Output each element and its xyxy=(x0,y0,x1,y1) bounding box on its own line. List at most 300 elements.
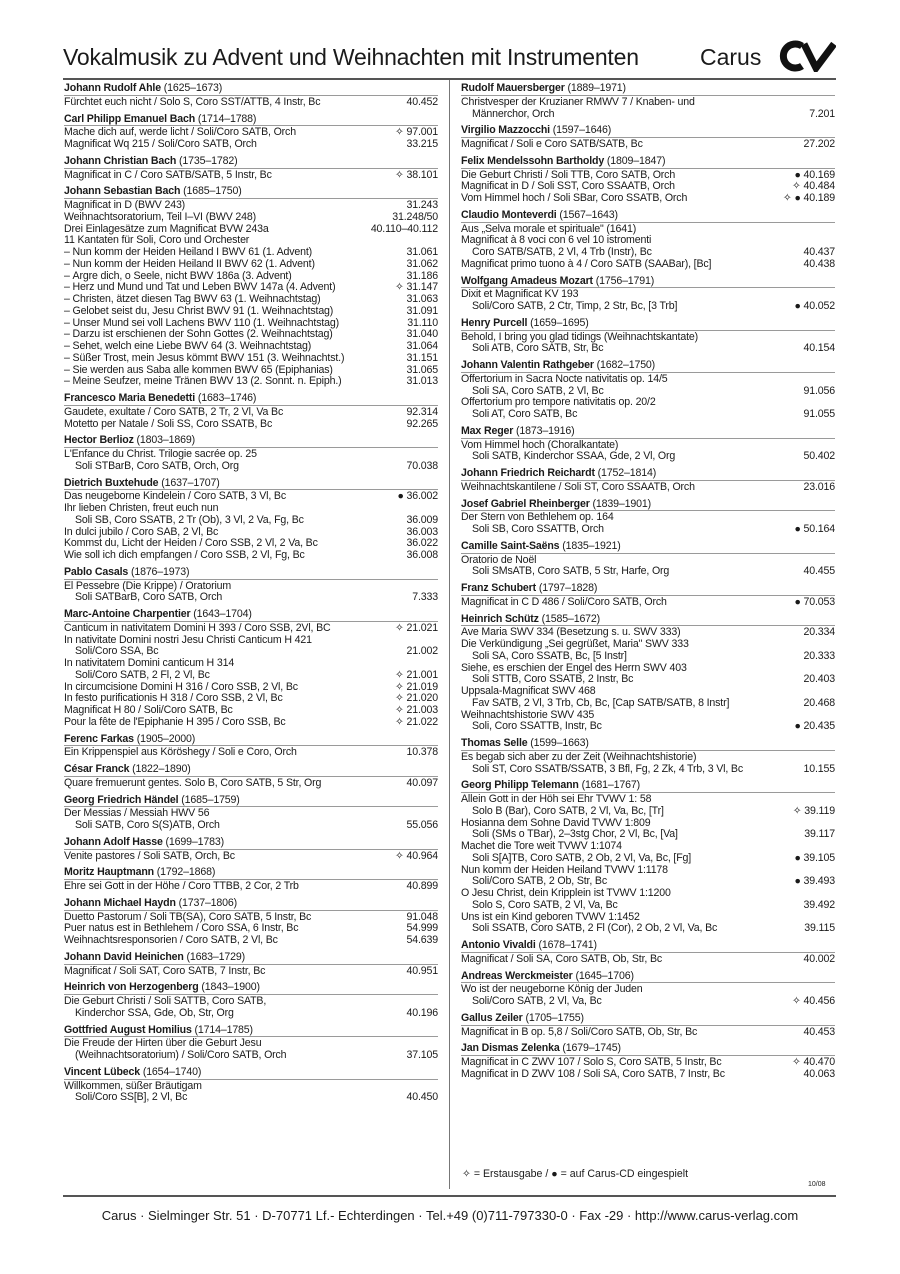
work-row xyxy=(64,851,438,863)
work-row xyxy=(64,212,438,224)
work-title: Weihnachtsresponsorien / Coro SATB, 2 Vl, Bc xyxy=(64,935,278,946)
work-row xyxy=(64,747,438,759)
composer-dates: (1843–1900) xyxy=(201,981,260,994)
catalog-number: 91.055 xyxy=(803,408,835,420)
work-row xyxy=(461,397,835,409)
composer-dates: (1682–1750) xyxy=(596,359,656,371)
composer-dates: (1809–1847) xyxy=(606,154,666,167)
catalog-number xyxy=(434,449,438,461)
composer-dates: (1889–1971) xyxy=(567,82,626,94)
work-row xyxy=(64,170,438,182)
catalog-number: 31.186 xyxy=(406,269,438,282)
work-title: Allein Gott in der Höh sei Ehr TVWV 1: 58 xyxy=(461,794,652,805)
composer-name: Gallus Zeiler xyxy=(461,1011,523,1024)
work-row xyxy=(64,808,438,820)
work-title: Offertorium pro tempore nativitatis op. 20/2 xyxy=(461,397,656,409)
work-row xyxy=(461,1027,835,1039)
work-row xyxy=(64,318,438,330)
catalog-number: 92.265 xyxy=(406,417,438,430)
work-row xyxy=(461,900,835,912)
work-row xyxy=(461,996,835,1008)
composer-dates: (1876–1973) xyxy=(130,565,190,578)
composer-name: Johann Sebastian Bach xyxy=(64,185,181,198)
composer-name: Vincent Lübeck xyxy=(64,1065,141,1078)
work-row xyxy=(64,235,438,247)
work-row xyxy=(64,449,438,461)
work-title: Kommst du, Licht der Heiden / Coro SSB, 2 Vl, 2 Va, Bc xyxy=(64,538,318,550)
work-title: Der Stern von Bethlehem op. 164 xyxy=(461,512,614,524)
work-title: – Unser Mund sei voll Lachens BWV 110 (1. Weihnachtstag) xyxy=(64,317,340,329)
work-row xyxy=(64,247,438,259)
work-row xyxy=(64,306,438,318)
carus-logo-icon xyxy=(778,40,836,72)
work-title: – Nun komm der Heiden Heiland I BWV 61 (1. Advent) xyxy=(64,247,313,258)
work-row xyxy=(461,566,835,578)
legend: ✧ = Erstausgabe / ● = auf Carus-CD eingespielt xyxy=(462,1168,689,1180)
work-row xyxy=(64,127,438,139)
catalog-number: 40.452 xyxy=(406,95,438,108)
composer-dates: (1737–1806) xyxy=(178,896,238,909)
composer-name: Marc-Antoine Charpentier xyxy=(64,608,191,620)
catalog-number: 7.333 xyxy=(412,591,438,604)
work-title: O Jesu Christ, dein Kripplein ist TVWV 1:1200 xyxy=(461,888,671,899)
work-row xyxy=(64,461,438,473)
composer-dates: (1683–1729) xyxy=(186,950,245,963)
work-row xyxy=(461,876,835,888)
work-title: Wie soll ich dich empfangen / Coro SSB, 2 Vl, Fg, Bc xyxy=(64,550,305,561)
work-title: Christvesper der Kruzianer RMWV 7 / Knaben- und xyxy=(461,96,695,108)
work-title: In nativitatem Domini canticum H 314 xyxy=(64,658,235,669)
work-row xyxy=(64,538,438,550)
work-title: Drei Einlagesätze zum Magnificat BVW 243a xyxy=(64,223,269,235)
composer-name: Virgilio Mazzocchi xyxy=(461,124,550,137)
work-row xyxy=(461,923,835,935)
work-title: Aus „Selva morale et spirituale" (1641) xyxy=(461,223,637,235)
catalog-number: ● 40.169 xyxy=(794,168,835,181)
composer-name: Heinrich von Herzogenberg xyxy=(64,981,199,994)
work-row xyxy=(64,705,438,717)
work-row xyxy=(461,555,835,567)
catalog-number: 70.038 xyxy=(406,459,438,472)
work-row xyxy=(461,224,835,236)
work-row xyxy=(461,627,835,639)
work-title: Soli SATB, Kinderchor SSAA, Gde, 2 Vl, Org xyxy=(472,451,676,463)
catalog-number: 40.450 xyxy=(406,1091,438,1104)
work-row xyxy=(64,419,438,431)
work-row xyxy=(461,374,835,386)
catalog-number: 40.899 xyxy=(406,880,438,892)
work-title: Die Verkündigung „Sei gegrüßet, Maria" SWV 333 xyxy=(461,639,689,650)
work-row xyxy=(64,97,438,109)
catalog-number: ● 70.053 xyxy=(794,595,835,608)
work-title: Soli/Coro SATB, 2 Fl, 2 Vl, Bc xyxy=(75,669,210,681)
work-row xyxy=(461,451,835,463)
work-row xyxy=(64,139,438,151)
work-row xyxy=(461,1069,835,1081)
page-title: Vokalmusik zu Advent und Weihnachten mit Instrumenten xyxy=(63,44,639,70)
work-row xyxy=(461,512,835,524)
catalog-number: 31.061 xyxy=(406,246,438,258)
catalog-number: 21.002 xyxy=(406,645,438,658)
work-row xyxy=(461,888,835,900)
work-row xyxy=(64,923,438,935)
work-title: Coro SATB/SATB, 2 Vl, 4 Trb (Instr), Bc xyxy=(472,247,652,258)
work-title: Magnificat à 8 voci con 6 vel 10 istromenti xyxy=(461,235,652,247)
catalog-number: 39.115 xyxy=(804,922,835,935)
composer-name: Georg Philipp Telemann xyxy=(461,779,579,792)
column-divider xyxy=(449,80,450,1189)
work-row xyxy=(461,806,835,818)
work-row xyxy=(64,912,438,924)
catalog-number: ● 39.105 xyxy=(794,851,835,864)
work-row xyxy=(64,527,438,539)
work-title: Soli S[A]TB, Coro SATB, 2 Ob, 2 Vl, Va, Bc, [Fg] xyxy=(472,852,692,864)
composer-name: Thomas Selle xyxy=(461,737,528,749)
composer-name: Jan Dismas Zelenka xyxy=(461,1042,560,1055)
catalog-number xyxy=(831,639,835,651)
composer-dates: (1637–1707) xyxy=(161,476,220,489)
work-row xyxy=(64,503,438,515)
work-row xyxy=(64,200,438,212)
composer-heading xyxy=(64,794,438,808)
work-title: – Herz und Mund und Tat und Leben BWV 147a (4. Advent) xyxy=(64,282,336,294)
work-row xyxy=(461,663,835,675)
work-title: Magnificat in C ZWV 107 / Solo S, Coro SATB, 5 Instr, Bc xyxy=(461,1057,722,1068)
composer-heading xyxy=(461,317,835,331)
work-row xyxy=(461,97,835,109)
catalog-number: 36.003 xyxy=(406,525,438,538)
work-row xyxy=(64,294,438,306)
edition-stamp: 10/08 xyxy=(808,1181,826,1188)
composer-dates: (1599–1663) xyxy=(530,737,589,749)
composer-heading xyxy=(64,185,438,199)
work-title: Soli STTB, Coro SSATB, 2 Instr, Bc xyxy=(472,674,634,686)
work-title: Soli/Coro SSA, Bc xyxy=(75,646,159,658)
work-row xyxy=(461,651,835,663)
catalog-number: 40.097 xyxy=(406,776,438,789)
work-row xyxy=(64,1008,438,1020)
composer-dates: (1597–1646) xyxy=(552,124,612,137)
work-title: Soli ATB, Coro SATB, Str, Bc xyxy=(472,343,604,355)
composer-dates: (1714–1788) xyxy=(197,112,257,125)
composer-dates: (1705–1755) xyxy=(525,1011,584,1024)
catalog-number xyxy=(831,686,835,698)
composer-dates: (1643–1704) xyxy=(193,608,252,620)
composer-dates: (1752–1814) xyxy=(597,467,657,479)
work-title: Soli/Coro SS[B], 2 Vl, Bc xyxy=(75,1092,188,1104)
work-row xyxy=(461,752,835,764)
work-title: Soli/Coro SATB, 2 Vl, Va, Bc xyxy=(472,996,602,1007)
work-row xyxy=(461,912,835,924)
work-row xyxy=(461,686,835,698)
catalog-number: 33.215 xyxy=(406,138,438,150)
catalog-number: 31.065 xyxy=(406,363,438,376)
catalog-number: 91.048 xyxy=(406,910,438,923)
catalog-number: 36.008 xyxy=(406,549,438,561)
composer-heading xyxy=(461,275,835,289)
catalog-number: 7.201 xyxy=(809,107,835,120)
work-title: Gaudete, exultate / Coro SATB, 2 Tr, 2 Vl, Va Bc xyxy=(64,406,284,418)
catalog-number: ● 40.052 xyxy=(794,300,835,312)
catalog-number: ✧ 21.001 xyxy=(394,668,438,681)
composer-dates: (1835–1921) xyxy=(562,539,621,552)
catalog-number: ✧ 21.021 xyxy=(394,621,438,634)
work-title: Soli SB, Coro SSATB, 2 Tr (Ob), 3 Vl, 2 Va, Fg, Bc xyxy=(75,514,304,526)
work-row xyxy=(461,332,835,344)
composer-dates: (1585–1672) xyxy=(541,612,601,625)
catalog-number: ● 36.002 xyxy=(397,490,438,503)
composer-dates: (1685–1750) xyxy=(183,185,242,198)
work-title: Willkommen, süßer Bräutigam xyxy=(64,1080,202,1092)
catalog-number: 31.243 xyxy=(406,199,438,211)
composer-heading xyxy=(64,392,438,406)
work-title: Dixit et Magnificat KV 193 xyxy=(461,289,579,301)
work-row xyxy=(461,674,835,686)
work-title: In dulci jubilo / Coro SAB, 2 Vl, Bc xyxy=(64,526,219,538)
work-row xyxy=(461,1057,835,1069)
composer-heading xyxy=(64,733,438,747)
catalog-number: 31.091 xyxy=(406,304,438,317)
catalog-number: ✧ 21.019 xyxy=(394,680,438,693)
catalog-number: 40.002 xyxy=(803,952,835,965)
work-title: Machet die Tore weit TVWV 1:1074 xyxy=(461,841,622,852)
work-title: Magnificat in D (BWV 243) xyxy=(64,200,186,211)
composer-dates: (1822–1890) xyxy=(132,763,191,775)
work-title: Soli SA, Coro SATB, 2 Vl, Bc xyxy=(472,385,604,397)
work-row xyxy=(461,639,835,651)
catalog-number: 31.151 xyxy=(406,351,438,364)
work-row xyxy=(461,721,835,733)
catalog-number: 92.314 xyxy=(406,405,438,418)
catalog-number: 36.009 xyxy=(406,513,438,526)
work-row xyxy=(64,966,438,978)
composer-dates: (1756–1791) xyxy=(595,274,655,287)
catalog-number xyxy=(831,752,835,764)
composer-name: Gottfried August Homilius xyxy=(64,1023,192,1036)
composer-name: Camille Saint-Saëns xyxy=(461,539,560,552)
catalog-number: 40.453 xyxy=(803,1025,835,1038)
work-row xyxy=(64,407,438,419)
composer-name: Johann Michael Haydn xyxy=(64,896,176,909)
composer-heading xyxy=(64,763,438,777)
work-row xyxy=(461,235,835,247)
catalog-number: 91.056 xyxy=(803,384,835,397)
composer-name: Ferenc Farkas xyxy=(64,732,134,745)
work-title: Hosianna dem Sohne David TVWV 1:809 xyxy=(461,817,651,829)
work-title: In festo purificationis H 318 / Coro SSB, 2 Vl, Bc xyxy=(64,693,283,705)
catalog-number: 31.063 xyxy=(406,293,438,305)
catalog-number: 36.022 xyxy=(406,537,438,550)
work-title: Das neugeborne Kindelein / Coro SATB, 3 Vl, Bc xyxy=(64,491,286,503)
work-title: Soli SSATB, Coro SATB, 2 Fl (Cor), 2 Ob, 2 Vl, Va, Bc xyxy=(472,923,718,935)
catalog-number xyxy=(434,996,438,1008)
work-title: Es begab sich aber zu der Zeit (Weihnachtshistorie) xyxy=(461,751,697,763)
composer-heading xyxy=(461,970,835,984)
work-row xyxy=(461,597,835,609)
work-title: Solo B (Bar), Coro SATB, 2 Vl, Va, Bc, [Tr] xyxy=(472,805,664,817)
work-title: – Süßer Trost, mein Jesus kömmt BWV 151 (3. Weihnachtst.) xyxy=(64,352,345,364)
work-row xyxy=(64,635,438,647)
work-row xyxy=(64,658,438,670)
composer-heading xyxy=(64,836,438,850)
composer-dates: (1699–1783) xyxy=(165,835,224,848)
catalog-number: ✧ 21.003 xyxy=(394,704,438,716)
work-row xyxy=(64,693,438,705)
catalog-number: 10.155 xyxy=(803,762,835,775)
composer-name: Henry Purcell xyxy=(461,316,528,329)
work-title: – Christen, ätzet diesen Tag BWV 63 (1. Weihnachtstag) xyxy=(64,294,321,305)
work-title: In nativitate Domini nostri Jesu Christi Canticum H 421 xyxy=(64,634,312,646)
work-row xyxy=(461,853,835,865)
work-title: Magnificat in D ZWV 108 / Soli SA, Coro SATB, 7 Instr, Bc xyxy=(461,1068,725,1080)
composer-dates: (1679–1745) xyxy=(562,1042,621,1055)
composer-name: Heinrich Schütz xyxy=(461,612,539,625)
catalog-number: 31.013 xyxy=(406,375,438,388)
composer-heading xyxy=(64,434,438,448)
work-row xyxy=(461,193,835,205)
work-row xyxy=(64,329,438,341)
catalog-number: 39.492 xyxy=(803,898,835,911)
work-title: Siehe, es erschien der Engel des Herrn SWV 403 xyxy=(461,662,687,674)
work-title: Solo S, Coro SATB, 2 Vl, Va, Bc xyxy=(472,899,618,911)
work-title: Ehre sei Gott in der Höhe / Coro TTBB, 2 Cor, 2 Trb xyxy=(64,881,299,892)
work-row xyxy=(461,865,835,877)
catalog-number: 40.438 xyxy=(803,257,835,270)
work-title: Magnificat Wq 215 / Soli/Coro SATB, Orch xyxy=(64,139,257,150)
left-column xyxy=(64,82,438,1108)
catalog-number: 37.105 xyxy=(406,1049,438,1061)
composer-name: Hector Berlioz xyxy=(64,434,134,447)
work-title: Vom Himmel hoch (Choralkantate) xyxy=(461,439,619,451)
catalog-number: 10.378 xyxy=(406,746,438,759)
work-row xyxy=(64,717,438,729)
work-title: Ein Krippenspiel aus Köröshegy / Soli e Coro, Orch xyxy=(64,747,297,759)
composer-name: Johann David Heinichen xyxy=(64,950,184,963)
composer-heading xyxy=(461,540,835,554)
work-row xyxy=(64,935,438,947)
work-title: Soli SATBarB, Coro SATB, Orch xyxy=(75,592,223,604)
composer-heading xyxy=(461,425,835,439)
catalog-number: ✧ 40.484 xyxy=(791,180,835,193)
work-row xyxy=(461,386,835,398)
work-row xyxy=(461,259,835,271)
work-title: Pour la fête de l'Épiphanie H 395 / Coro SSB, Bc xyxy=(64,716,286,728)
work-row xyxy=(64,365,438,377)
work-row xyxy=(64,820,438,832)
composer-heading xyxy=(64,113,438,127)
work-title: Soli STBarB, Coro SATB, Orch, Org xyxy=(75,460,239,472)
composer-heading xyxy=(64,608,438,622)
composer-name: Andreas Werckmeister xyxy=(461,969,573,982)
catalog-number: 40.063 xyxy=(803,1067,835,1080)
work-title: Oratorio de Noël xyxy=(461,554,537,566)
composer-dates: (1839–1901) xyxy=(592,497,651,510)
catalog-number: ✧ 21.022 xyxy=(394,715,438,728)
work-row xyxy=(461,482,835,494)
work-row xyxy=(461,109,835,121)
work-title: Ihr lieben Christen, freut euch nun xyxy=(64,503,219,514)
composer-dates: (1714–1785) xyxy=(194,1023,253,1036)
work-row xyxy=(461,440,835,452)
work-row xyxy=(461,181,835,193)
work-title: Magnificat / Soli SAT, Coro SATB, 7 Instr, Bc xyxy=(64,965,266,977)
work-title: In circumcisione Domini H 316 / Coro SSB, 2 Vl, Bc xyxy=(64,681,298,693)
catalog-number xyxy=(831,888,835,900)
work-title: – Darzu ist erschienen der Sohn Gottes (2. Weihnachtstag) xyxy=(64,329,333,341)
work-title: Behold, I bring you glad tidings (Weihnachtskantate) xyxy=(461,331,698,343)
composer-heading xyxy=(461,498,835,512)
composer-heading xyxy=(64,82,438,96)
work-row xyxy=(64,550,438,562)
composer-name: Antonio Vivaldi xyxy=(461,939,536,951)
work-row xyxy=(461,139,835,151)
work-row xyxy=(461,343,835,355)
catalog-number xyxy=(831,841,835,853)
work-title: Soli, Coro SSATTB, Instr, Bc xyxy=(472,721,602,733)
catalog-number xyxy=(434,658,438,670)
composer-name: Pablo Casals xyxy=(64,565,129,578)
work-title: Magnificat / Soli e Coro SATB/SATB, Bc xyxy=(461,139,643,150)
work-title: Die Geburt Christi / Soli TTB, Coro SATB, Orch xyxy=(461,169,676,181)
entry-spacer xyxy=(64,1104,438,1108)
composer-dates: (1659–1695) xyxy=(530,316,589,329)
catalog-number: ✧ 40.470 xyxy=(791,1056,835,1068)
work-row xyxy=(64,670,438,682)
work-row xyxy=(64,592,438,604)
work-title: – Gelobet seist du, Jesu Christ BWV 91 (1. Weihnachtstag) xyxy=(64,305,334,317)
composer-name: Felix Mendelssohn Bartholdy xyxy=(461,154,605,167)
composer-dates: (1873–1916) xyxy=(516,424,575,437)
work-row xyxy=(64,996,438,1008)
work-row xyxy=(461,829,835,841)
work-title: Motetto per Natale / Soli SS, Coro SSATB, Bc xyxy=(64,418,273,430)
work-title: Vom Himmel hoch / Soli SBar, Coro SSATB, Orch xyxy=(461,193,688,204)
work-row xyxy=(461,764,835,776)
catalog-number: 27.202 xyxy=(803,138,835,150)
work-title: Nun komm der Heiden Heiland TVWV 1:1178 xyxy=(461,864,668,876)
work-title: – Sehet, welch eine Liebe BWV 64 (3. Weihnachtstag) xyxy=(64,341,312,352)
work-title: Soli SMsATB, Coro SATB, 5 Str, Harfe, Org xyxy=(472,566,670,578)
work-row xyxy=(64,1038,438,1050)
work-title: 11 Kantaten für Soli, Coro und Orchester xyxy=(64,235,250,247)
work-title: Magnificat / Soli SA, Coro SATB, Ob, Str, Bc xyxy=(461,953,663,965)
work-row xyxy=(64,341,438,353)
catalog-number: 40.455 xyxy=(803,565,835,578)
composer-name: Moritz Hauptmann xyxy=(64,866,154,879)
work-title: Männerchor, Orch xyxy=(472,108,555,120)
catalog-number: 20.468 xyxy=(803,696,835,709)
work-title: Uns ist ein Kind geboren TVWV 1:1452 xyxy=(461,911,640,923)
composer-name: Johann Adolf Hasse xyxy=(64,835,163,848)
catalog-number: 40.110–40.112 xyxy=(370,222,438,235)
work-row xyxy=(461,954,835,966)
work-title: Magnificat in D / Soli SST, Coro SSAATB, Orch xyxy=(461,181,675,193)
catalog-number: 20.403 xyxy=(803,673,835,686)
catalog-number: 31.248/50 xyxy=(392,210,438,223)
catalog-number xyxy=(831,374,835,386)
work-title: Magnificat H 80 / Soli/Coro SATB, Bc xyxy=(64,705,233,716)
catalog-number: ✧ 97.001 xyxy=(394,126,438,139)
composer-name: Johann Friedrich Reichardt xyxy=(461,467,595,479)
work-title: El Pessebre (Die Krippe) / Oratorium xyxy=(64,580,232,592)
composer-dates: (1654–1740) xyxy=(142,1065,202,1078)
brand-name: Carus xyxy=(700,44,762,70)
composer-heading xyxy=(64,897,438,911)
work-title: Der Messias / Messiah HWV 56 xyxy=(64,808,210,820)
catalog-number: 39.117 xyxy=(804,828,835,841)
work-title: Soli/Coro SATB, 2 Ob, Str, Bc xyxy=(472,876,607,888)
catalog-number: 55.056 xyxy=(406,819,438,831)
